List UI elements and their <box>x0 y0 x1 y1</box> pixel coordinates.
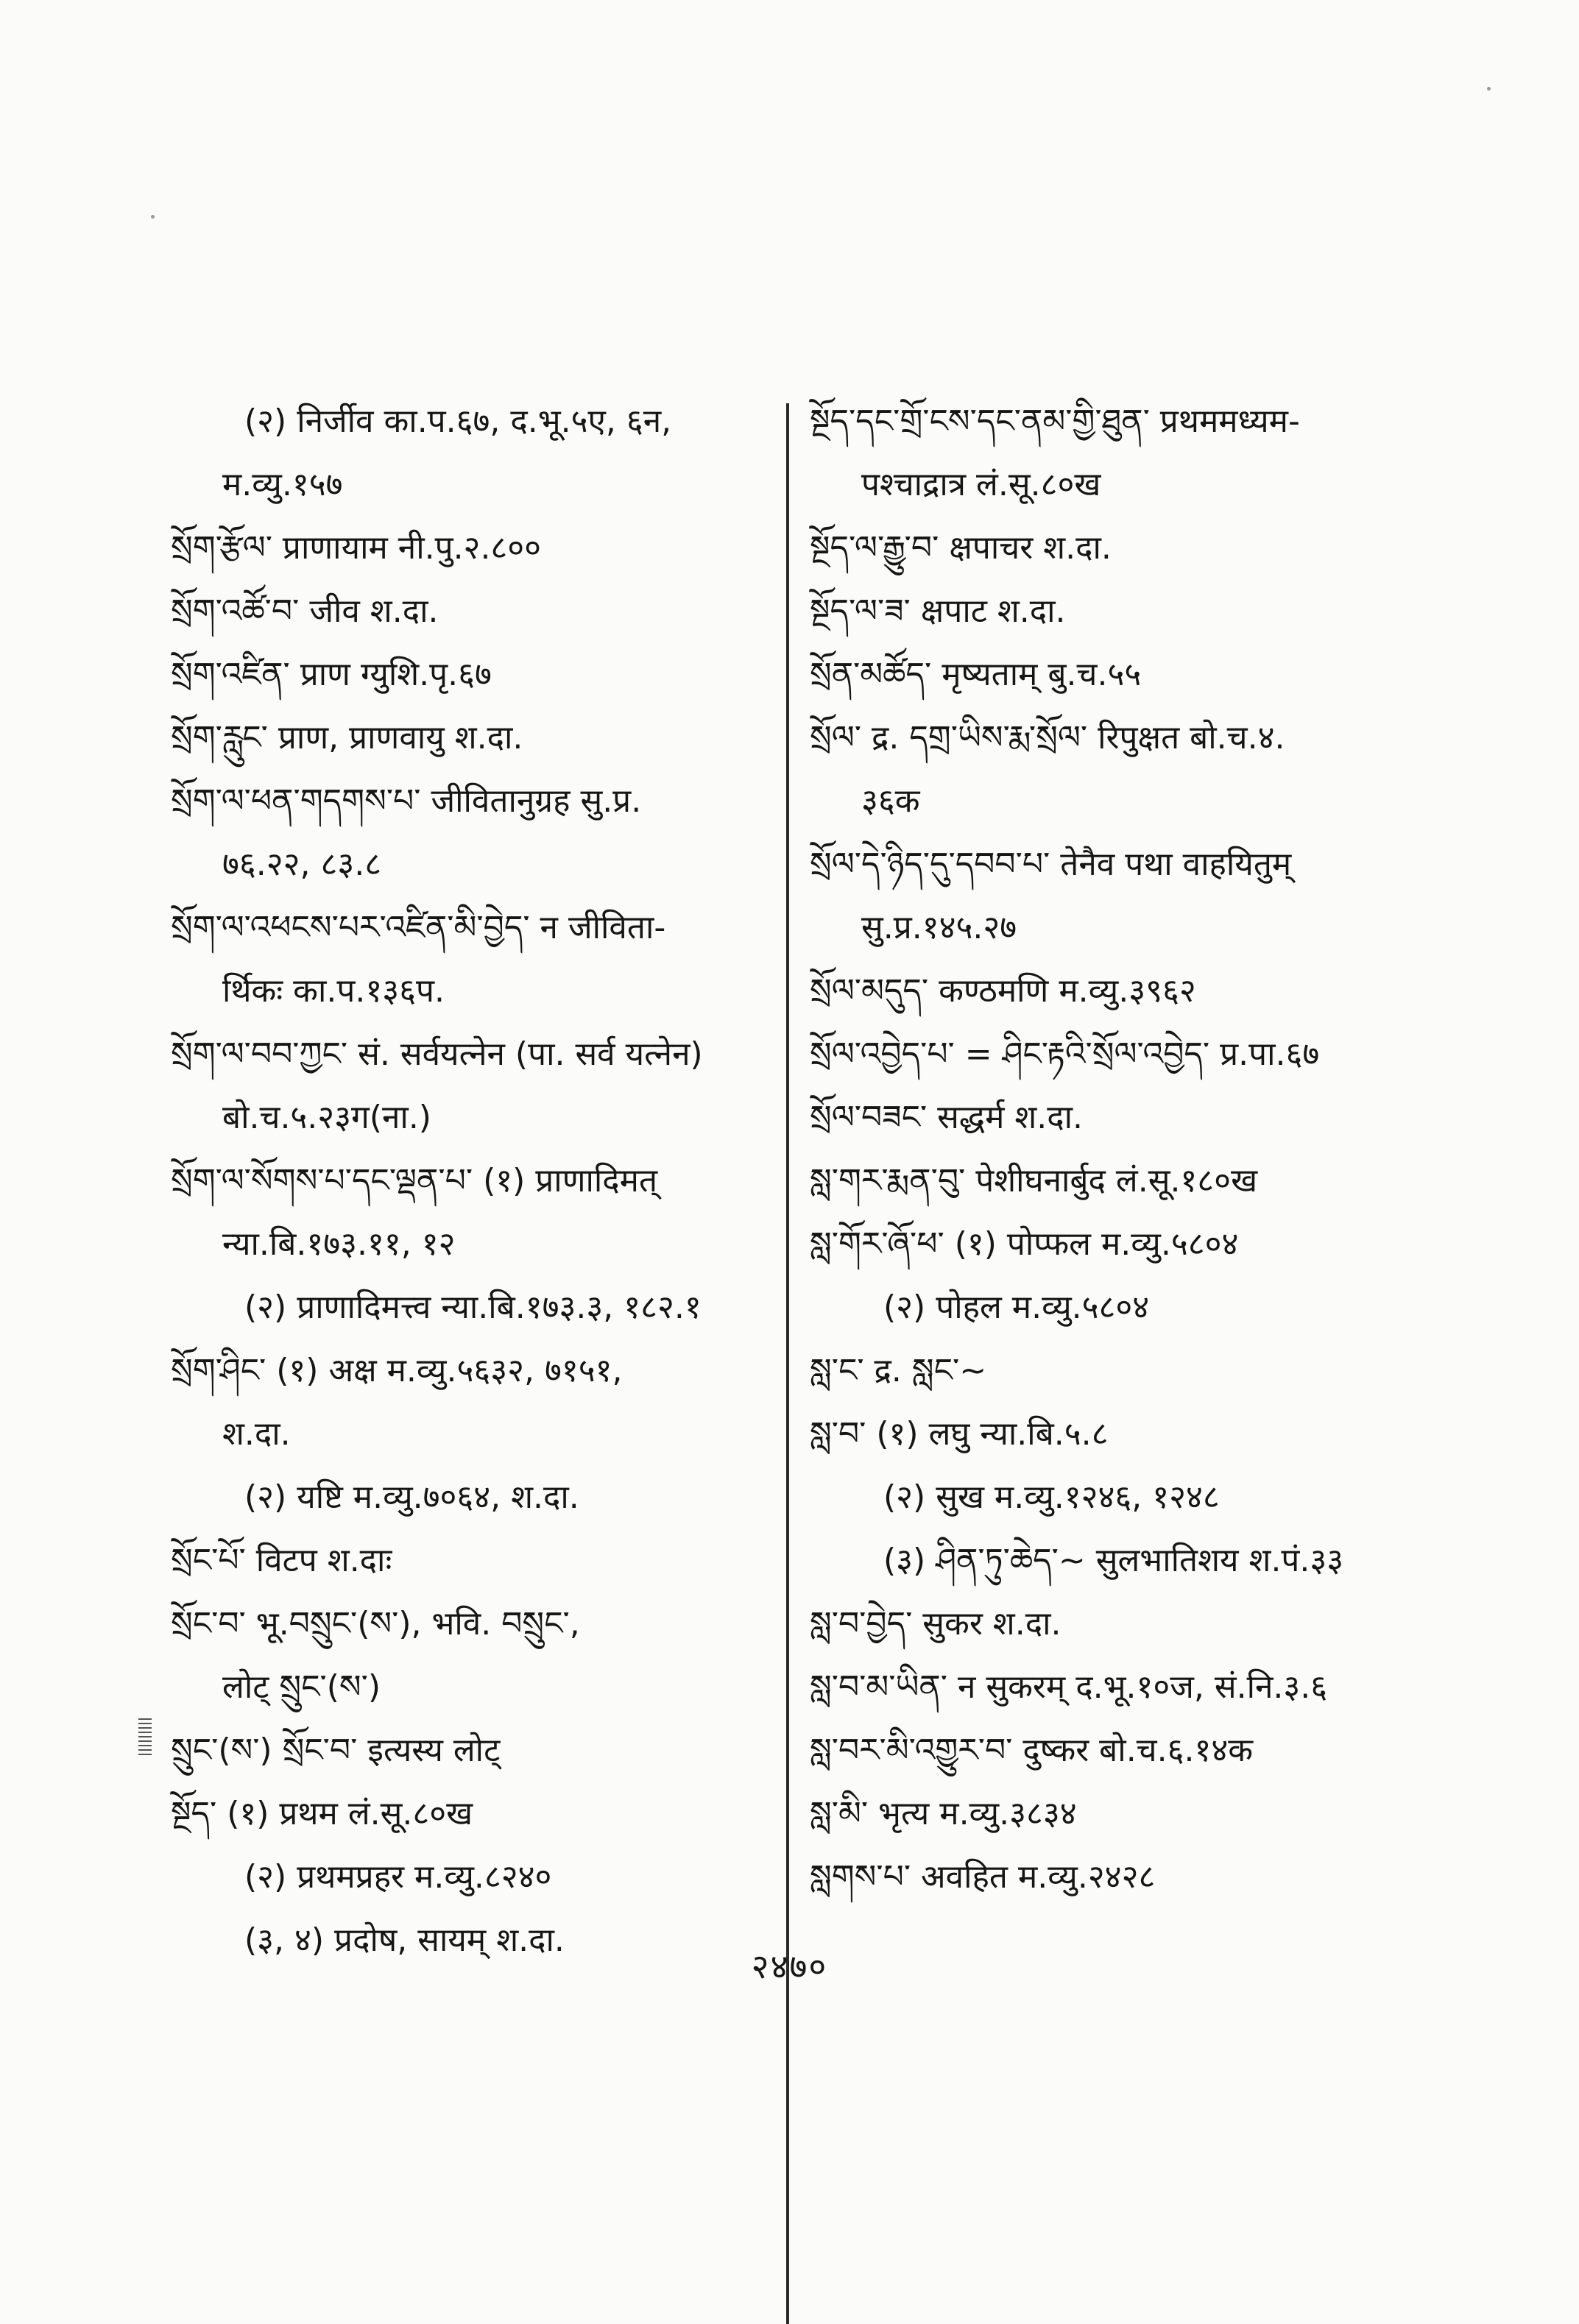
margin-mark <box>138 1718 152 1755</box>
dictionary-entry: बो.च.५.२३ग(ना.) <box>222 1099 431 1136</box>
dictionary-entry: སྲོག་འཚོ་བ་ जीव श.दा. <box>171 592 439 630</box>
dictionary-entry: སླ་ང་ द्र. སླང་~ <box>810 1352 987 1389</box>
dictionary-entry: སྲོལ་མདུད་ कण्ठमणि म.व्यु.३९६२ <box>810 972 1196 1010</box>
dictionary-entry: (२) प्रथमप्रहर म.व्यु.८२४० <box>244 1858 552 1896</box>
dictionary-entry: सु.प्र.१४५.२७ <box>861 909 1017 946</box>
dictionary-entry: སྲོལ་ द्र. དགྲ་ཡིས་རྨ་སྲོལ་ रिपुक्षत बो.च.४. <box>810 719 1285 757</box>
dictionary-entry: སླ་མི་ भृत्य म.व्यु.३८३४ <box>810 1795 1077 1832</box>
dictionary-entry: (३) ཤིན་ཏུ་ཆེད་~ सुलभातिशय श.पं.३३ <box>883 1542 1344 1579</box>
dictionary-entry: སྔོད་ (१) प्रथम लं.सू.८०ख <box>171 1795 473 1832</box>
dictionary-entry: ७६.२२, ८३.८ <box>222 846 382 883</box>
page-number: २४७० <box>751 1946 828 1986</box>
column-divider <box>786 403 789 2324</box>
dictionary-entry: ३६क <box>861 782 920 820</box>
dictionary-entry: (२) प्राणादिमत्त्व न्या.बि.१७३.३, १८२.१ <box>244 1289 702 1326</box>
dictionary-entry: न्या.बि.१७३.११, १२ <box>222 1225 456 1263</box>
dictionary-entry: (२) सुख म.व्यु.१२४६, १२४८ <box>883 1478 1220 1516</box>
dictionary-entry: སྲོག་ལ་ཕན་གདགས་པ་ जीवितानुग्रह सु.प्र. <box>171 782 642 820</box>
dictionary-entry: म.व्यु.१५७ <box>222 466 343 503</box>
dictionary-entry: སྲོག་ལ་སོགས་པ་དང་ལྡན་པ་ (१) प्राणादिमत् <box>171 1162 658 1200</box>
dictionary-entry: སྲོལ་བཟང་ सद्धर्म श.दा. <box>810 1099 1084 1136</box>
dictionary-entry: (२) यष्टि म.व्यु.७०६४, श.दा. <box>244 1478 579 1516</box>
dictionary-entry: (२) पोहल म.व्यु.५८०४ <box>883 1289 1150 1326</box>
dictionary-entry: र्थिकः का.प.१३६प. <box>222 972 445 1010</box>
dictionary-entry: སྲོག་འཛིན་ प्राण ग्युशि.पृ.६७ <box>171 656 492 693</box>
dictionary-entry: སླ་གར་རྨན་བུ་ पेशीघनार्बुद लं.सू.१८०ख <box>810 1162 1258 1200</box>
dictionary-entry: སླ་བ་བྱེད་ सुकर श.दा. <box>810 1605 1062 1643</box>
dictionary-entry: (२) निर्जीव का.प.६७, द.भू.५ए, ६न, <box>244 403 672 440</box>
dictionary-entry: (३, ४) प्रदोष, सायम् श.दा. <box>244 1921 565 1959</box>
dictionary-entry: སྲོག་ལ་འཕངས་པར་འཛིན་མི་བྱེད་ न जीविता- <box>171 909 666 946</box>
dictionary-entry: སླ་གོར་ཞོ་ཕ་ (१) पोप्फल म.व्यु.५८०४ <box>810 1225 1239 1263</box>
dictionary-entry: སྔོད་ལ་ཟ་ क्षपाट श.दा. <box>810 592 1066 630</box>
dictionary-entry: སྲོང་བ་ भू.བསྲུང་(ས་), भवि. བསྲུང་, <box>171 1605 580 1643</box>
dictionary-entry: སླ་བར་མི་འགྱུར་བ་ दुष्कर बो.च.६.१४क <box>810 1732 1254 1769</box>
dictionary-entry: སྔོད་ལ་རྒྱུ་བ་ क्षपाचर श.दा. <box>810 529 1112 567</box>
dictionary-entry: སླགས་པ་ अवहित म.व्यु.२४२८ <box>810 1858 1156 1896</box>
dictionary-entry: སྲོང་པོ་ विटप श.दाः <box>171 1542 392 1579</box>
dictionary-entry: སྲོལ་དེ་ཉིད་དུ་དབབ་པ་ तेनैव पथा वाहयितुम् <box>810 846 1292 883</box>
dictionary-entry: लोट् སྲུང་(ས་) <box>222 1668 381 1706</box>
dictionary-entry: སླ་བ་མ་ཡིན་ न सुकरम् द.भू.१०ज, सं.नि.३.६ <box>810 1668 1328 1706</box>
right-column <box>810 390 1399 1909</box>
dictionary-entry: पश्चाद्रात्र लं.सू.८०ख <box>861 466 1101 503</box>
dictionary-entry: སླ་བ་ (१) लघु न्या.बि.५.८ <box>810 1415 1109 1453</box>
dictionary-entry: སྲོག་ལ་བབ་ཀྱང་ सं. सर्वयत्नेन (पा. सर्व यत्नेन) <box>171 1035 703 1073</box>
dictionary-entry: श.दा. <box>222 1415 291 1453</box>
dictionary-entry: སྲོག་ཤིང་ (१) अक्ष म.व्यु.५६३२, ७१५१, <box>171 1352 623 1389</box>
dictionary-entry: སྲོག་རླུང་ प्राण, प्राणवायु श.दा. <box>171 719 523 757</box>
dictionary-entry: སྲུང་(ས་) སྲོང་བ་ इत्यस्य लोट् <box>171 1732 501 1769</box>
dictionary-entry: སྔོད་དང་གྲོ་ངས་དང་ནམ་གྱི་ཐུན་ प्रथममध्यम- <box>810 403 1300 440</box>
dictionary-entry: སྲོལ་འབྱེད་པ་ = ཤིང་རྟའི་སྲོལ་འབྱེད་ प्र.पा.६७ <box>810 1035 1320 1073</box>
dictionary-entry: སྲོན་མཚོད་ मृष्यताम् बु.च.५५ <box>810 656 1142 693</box>
left-column <box>171 390 774 1972</box>
scan-speck <box>151 215 155 219</box>
scan-speck <box>1487 87 1491 91</box>
dictionary-entry: སྲོག་རྩོལ་ प्राणायाम नी.पु.२.८०० <box>171 529 542 567</box>
